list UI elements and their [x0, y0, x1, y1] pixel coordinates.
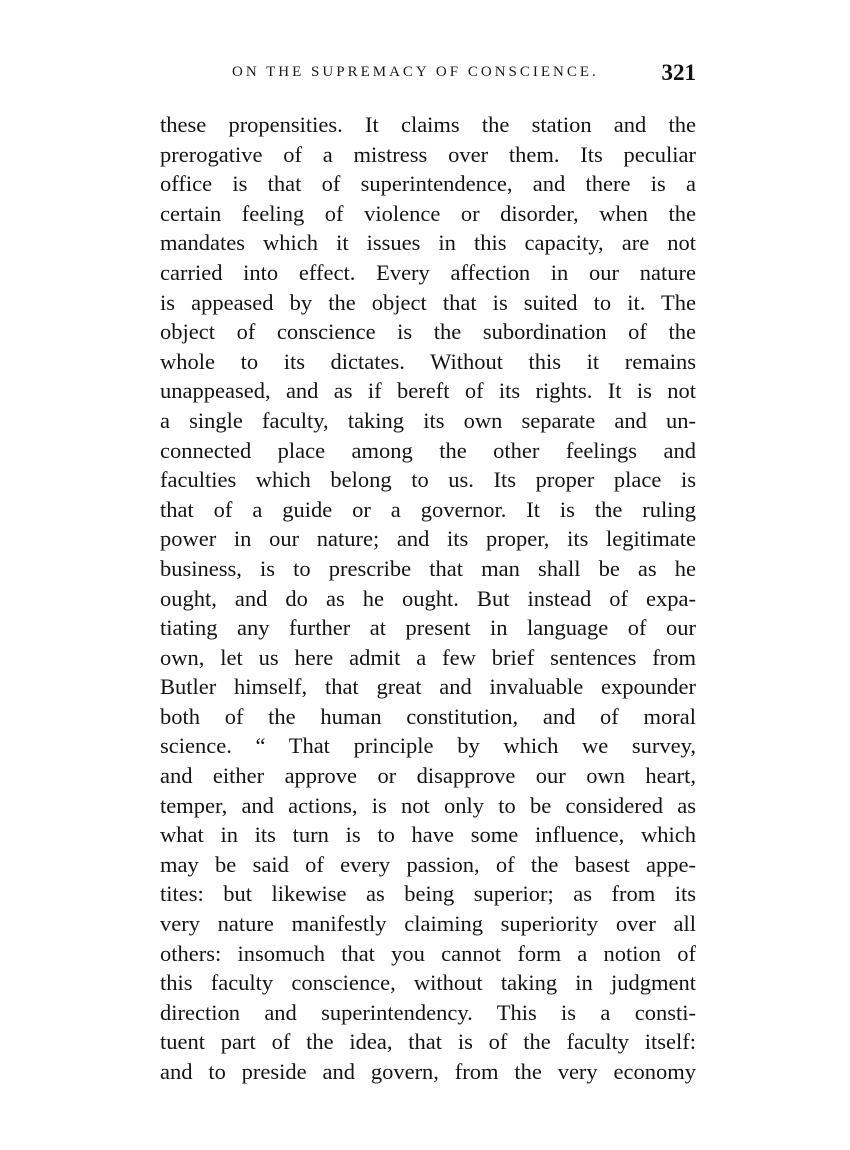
text-line: Butler himself, that great and invaluable expounder: [160, 674, 696, 700]
running-head: [160, 60, 696, 90]
text-line: very nature manifestly claiming superiority over all: [160, 911, 696, 937]
text-line: object of conscience is the subordination of the: [160, 319, 696, 345]
text-line: science. “ That principle by which we survey,: [160, 733, 696, 759]
text-line: and to preside and govern, from the very economy: [160, 1059, 696, 1084]
text-line: may be said of every passion, of the basest appe-: [160, 851, 696, 877]
text-line: prerogative of a mistress over them. Its peculiar: [160, 141, 696, 167]
text-line: tites: but likewise as being superior; as from its: [160, 881, 696, 907]
text-line: unappeased, and as if bereft of its rights. It is not: [160, 378, 696, 404]
text-line: office is that of superintendence, and there is a: [160, 171, 696, 197]
text-line: carried into effect. Every affection in our nature: [160, 259, 696, 285]
text-line: mandates which it issues in this capacity, are not: [160, 230, 696, 256]
text-line: others: insomuch that you cannot form a notion of: [160, 940, 696, 966]
text-line: this faculty conscience, without taking in judgment: [160, 970, 696, 996]
text-line: certain feeling of violence or disorder, when the: [160, 200, 696, 226]
text-line: is appeased by the object that is suited to it. The: [160, 289, 696, 315]
text-line: faculties which belong to us. Its proper place is: [160, 467, 696, 493]
body-text: [160, 110, 696, 1087]
running-title: ON THE SUPREMACY OF CONSCIENCE.: [232, 64, 599, 80]
text-line: own, let us here admit a few brief sentences from: [160, 644, 696, 670]
text-line: tuent part of the idea, that is of the faculty itself:: [160, 1029, 696, 1055]
text-line: tiating any further at present in language of our: [160, 615, 696, 641]
text-line: and either approve or disapprove our own heart,: [160, 763, 696, 789]
text-line: connected place among the other feelings and: [160, 437, 696, 463]
text-line: business, is to prescribe that man shall be as he: [160, 555, 696, 581]
text-line: what in its turn is to have some influence, which: [160, 822, 696, 848]
text-line: these propensities. It claims the station and the: [160, 112, 696, 137]
text-line: temper, and actions, is not only to be considered as: [160, 792, 696, 818]
text-line: a single faculty, taking its own separate and un-: [160, 407, 696, 433]
text-line: that of a guide or a governor. It is the ruling: [160, 496, 696, 522]
text-line: power in our nature; and its proper, its legitimate: [160, 526, 696, 552]
text-line: whole to its dictates. Without this it remains: [160, 348, 696, 374]
text-line: direction and superintendency. This is a consti-: [160, 999, 696, 1025]
text-line: ought, and do as he ought. But instead of expa-: [160, 585, 696, 611]
page-number: 321: [661, 60, 696, 85]
text-line: both of the human constitution, and of moral: [160, 703, 696, 729]
